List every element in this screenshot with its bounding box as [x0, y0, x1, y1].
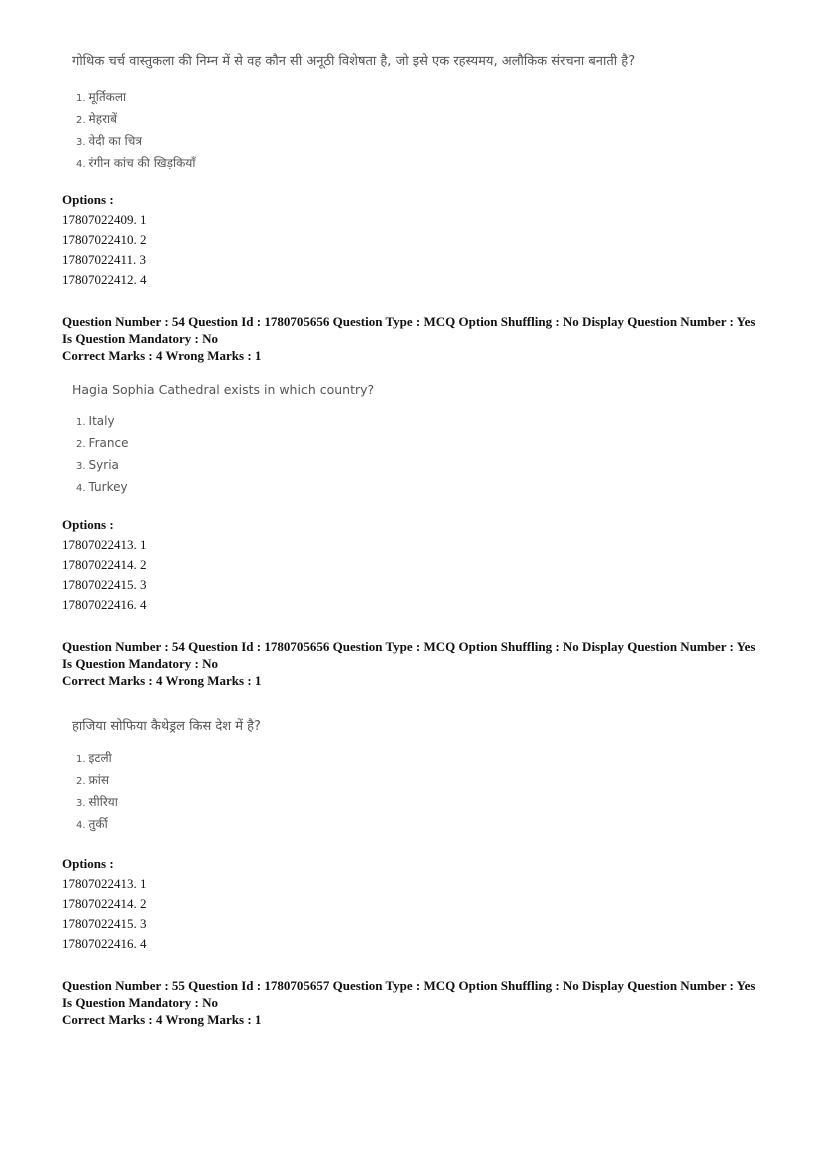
- option-id: 17807022413. 1: [62, 876, 147, 891]
- question-image-q53-hindi: [72, 53, 635, 175]
- choice-item: [76, 748, 261, 770]
- question-meta: [62, 638, 802, 689]
- options-block: [62, 515, 147, 615]
- choice-item: [76, 455, 374, 477]
- option-id: 17807022412. 4: [62, 272, 147, 287]
- options-block: [62, 854, 147, 954]
- question-stem: Hagia Sophia Cathedral exists in which country?: [72, 382, 375, 397]
- options-label: Options :: [62, 856, 114, 871]
- choice-text: तुर्की: [88, 817, 108, 831]
- option-id: 17807022416. 4: [62, 936, 147, 951]
- question-marks: Correct Marks : 4 Wrong Marks : 1: [62, 1012, 262, 1027]
- question-stem: गोथिक चर्च वास्तुकला की निम्न में से वह कौन सी अनूठी विशेषता है, जो इसे एक रहस्यमय, अलौकिक संरचना बनाती है?: [72, 54, 636, 69]
- choice-item: [76, 814, 261, 836]
- choice-item: [76, 433, 374, 455]
- choice-list: [72, 411, 374, 499]
- choice-text: मेहराबें: [88, 112, 117, 126]
- choice-item: [76, 792, 261, 814]
- choice-number: 2.: [76, 439, 86, 450]
- choice-list: [72, 87, 635, 175]
- options-label: Options :: [62, 517, 114, 532]
- choice-number: 1.: [76, 417, 86, 428]
- option-id: 17807022414. 2: [62, 557, 147, 572]
- question-stem: हाजिया सोफिया कैथेड्रल किस देश में है?: [72, 719, 261, 734]
- choice-item: [76, 153, 635, 175]
- question-meta-line: Question Number : 55 Question Id : 1780705657 Question Type : MCQ Option Shuffling : No Display Question Number : Yes: [62, 978, 756, 993]
- question-meta-line: Question Number : 54 Question Id : 1780705656 Question Type : MCQ Option Shuffling : No Display Question Number : Yes: [62, 314, 756, 329]
- choice-text: रंगीन कांच की खिड़कियाँ: [88, 156, 196, 170]
- choice-text: France: [88, 436, 129, 450]
- choice-text: Italy: [88, 414, 115, 428]
- choice-number: 3.: [76, 461, 86, 472]
- option-id: 17807022410. 2: [62, 232, 147, 247]
- choice-number: 1.: [76, 754, 86, 765]
- choice-text: Turkey: [88, 480, 128, 494]
- question-mandatory: Is Question Mandatory : No: [62, 331, 219, 346]
- choice-item: [76, 109, 635, 131]
- choice-list: [72, 748, 261, 836]
- question-mandatory: Is Question Mandatory : No: [62, 995, 219, 1010]
- choice-number: 4.: [76, 820, 86, 831]
- choice-text: इटली: [88, 751, 112, 765]
- option-id: 17807022416. 4: [62, 597, 147, 612]
- choice-text: Syria: [88, 458, 119, 472]
- question-meta: [62, 313, 802, 364]
- choice-text: फ्रांस: [88, 773, 110, 787]
- options-block: [62, 190, 147, 290]
- option-id: 17807022409. 1: [62, 212, 147, 227]
- question-meta-line: Question Number : 54 Question Id : 1780705656 Question Type : MCQ Option Shuffling : No Display Question Number : Yes: [62, 639, 756, 654]
- choice-text: वेदी का चित्र: [88, 134, 143, 148]
- choice-number: 1.: [76, 93, 86, 104]
- choice-number: 4.: [76, 159, 86, 170]
- question-image-q54-hindi: [72, 718, 261, 836]
- option-id: 17807022415. 3: [62, 916, 147, 931]
- choice-number: 2.: [76, 776, 86, 787]
- choice-text: मूर्तिकला: [88, 90, 127, 104]
- choice-item: [76, 131, 635, 153]
- option-id: 17807022415. 3: [62, 577, 147, 592]
- option-id: 17807022413. 1: [62, 537, 147, 552]
- option-id: 17807022411. 3: [62, 252, 147, 267]
- question-image-q54-english: [72, 381, 374, 499]
- question-mandatory: Is Question Mandatory : No: [62, 656, 219, 671]
- options-label: Options :: [62, 192, 114, 207]
- choice-number: 2.: [76, 115, 86, 126]
- choice-item: [76, 87, 635, 109]
- choice-text: सीरिया: [88, 795, 118, 809]
- choice-number: 4.: [76, 483, 86, 494]
- question-meta: [62, 977, 802, 1028]
- choice-number: 3.: [76, 798, 86, 809]
- choice-item: [76, 770, 261, 792]
- question-marks: Correct Marks : 4 Wrong Marks : 1: [62, 348, 262, 363]
- choice-number: 3.: [76, 137, 86, 148]
- question-marks: Correct Marks : 4 Wrong Marks : 1: [62, 673, 262, 688]
- option-id: 17807022414. 2: [62, 896, 147, 911]
- choice-item: [76, 411, 374, 433]
- choice-item: [76, 477, 374, 499]
